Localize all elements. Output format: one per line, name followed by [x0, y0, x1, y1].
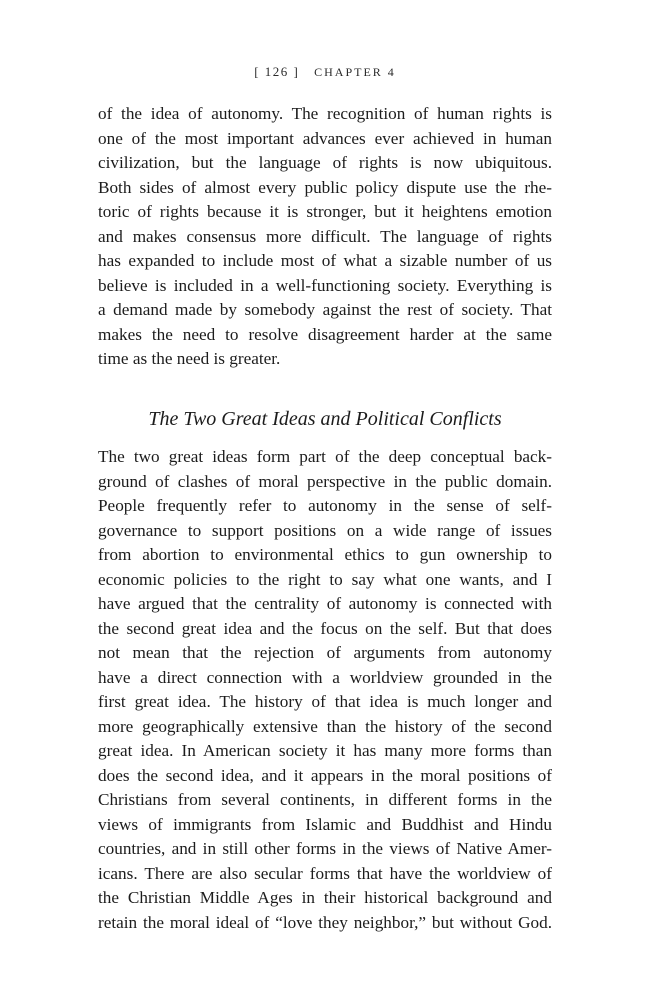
text-line: does the second idea, and it appears in the moral positions of — [98, 765, 552, 785]
chapter-label: CHAPTER 4 — [314, 65, 396, 79]
text-line: time as the need is greater. — [98, 349, 281, 368]
text-line: toric of rights because it is stronger, but it heightens emotion — [98, 202, 552, 221]
text-line: governance to support positions on a wide range of issues — [98, 520, 552, 540]
text-line: economic policies to the right to say what one wants, and I — [98, 569, 552, 589]
text-line: first great idea. The history of that idea is much longer and — [98, 692, 552, 711]
running-head — [0, 64, 650, 80]
text-line: views of immigrants from Islamic and Buddhist and Hindu — [98, 814, 552, 834]
body-paragraph-1 — [98, 102, 552, 372]
text-line: from abortion to environmental ethics to gun ownership to — [98, 545, 552, 564]
text-line: the second great idea and the focus on the self. But that does — [98, 618, 552, 638]
text-line: not mean that the rejection of arguments from autonomy — [98, 643, 552, 662]
text-line: have a direct connection with a worldview grounded in the — [98, 667, 552, 687]
text-line: believe is included in a well-functioning society. Everything is — [98, 275, 552, 295]
section-heading: The Two Great Ideas and Political Conflicts — [148, 408, 502, 430]
body-paragraph-2 — [98, 445, 552, 935]
text-line: Christians from several continents, in different forms in the — [98, 790, 552, 809]
text-line: ground of clashes of moral perspective in the public domain. — [98, 471, 552, 491]
page-number: [ 126 ] — [254, 64, 300, 79]
text-line: civilization, but the language of rights is now ubiquitous. — [98, 153, 552, 172]
text-line: have argued that the centrality of autonomy is connected with — [98, 594, 552, 613]
text-line: has expanded to include most of what a sizable number of us — [98, 251, 552, 270]
text-line: one of the most important advances ever achieved in human — [98, 128, 552, 148]
text-line: the Christian Middle Ages in their historical background and — [98, 888, 552, 907]
text-line: Both sides of almost every public policy dispute use the rhe- — [98, 177, 552, 197]
text-line: The two great ideas form part of the deep conceptual back- — [98, 447, 552, 466]
text-line: icans. There are also secular forms that have the worldview of — [98, 863, 552, 883]
text-line: great idea. In American society it has many more forms than — [98, 741, 552, 760]
text-line: retain the moral ideal of “love they neighbor,” but without God. — [98, 912, 552, 932]
text-line: and makes consensus more difficult. The language of rights — [98, 226, 552, 246]
text-line: a demand made by somebody against the rest of society. That — [98, 300, 552, 319]
text-line: more geographically extensive than the history of the second — [98, 716, 552, 736]
text-line: People frequently refer to autonomy in the sense of self- — [98, 496, 552, 515]
text-line: of the idea of autonomy. The recognition of human rights is — [98, 104, 552, 123]
text-line: makes the need to resolve disagreement harder at the same — [98, 324, 552, 344]
text-line: countries, and in still other forms in the views of Native Amer- — [98, 839, 552, 858]
